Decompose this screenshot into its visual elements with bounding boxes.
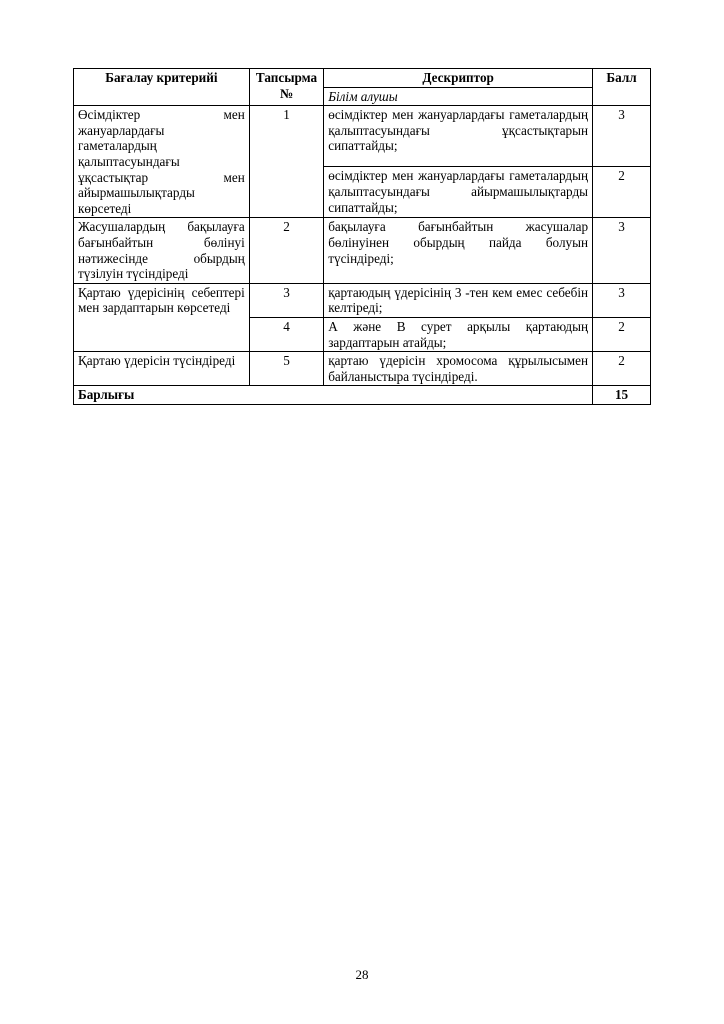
header-criteria: Бағалау критерийі	[74, 69, 250, 106]
descriptor-cell: қартаю үдерісін хромосома құрылысымен байланыстыра түсіндіреді.	[324, 352, 593, 386]
assessment-table	[73, 68, 651, 405]
descriptor-cell: өсімдіктер мен жануарлардағы гаметалардың қалыптасуындағы айырмашылықтарды сипаттайды;	[324, 167, 593, 218]
header-descriptor: Дескриптор	[324, 69, 593, 88]
task-cell: 5	[249, 352, 323, 386]
task-cell: 4	[249, 317, 323, 351]
page-number: 28	[355, 967, 369, 982]
score-cell: 2	[593, 352, 651, 386]
task-cell: 2	[249, 218, 323, 283]
score-cell: 2	[593, 317, 651, 351]
table-row	[74, 352, 651, 386]
descriptor-subheader: Білім алушы	[324, 87, 593, 106]
table-row	[74, 283, 651, 317]
score-cell: 2	[593, 167, 651, 218]
table-row	[74, 106, 651, 167]
criterion-cell: Жасушалардың бақылауға бағынбайтын бөлінуі нәтижесінде обырдың түзілуін түсіндіреді	[74, 218, 250, 283]
score-cell: 3	[593, 106, 651, 167]
table-row	[74, 218, 651, 283]
criterion-cell: Қартаю үдерісінің себептері мен зардаптарын көрсетеді	[74, 283, 250, 351]
header-row	[74, 69, 651, 88]
total-score: 15	[593, 386, 651, 405]
descriptor-cell: А және В сурет арқылы қартаюдың зардаптарын атайды;	[324, 317, 593, 351]
descriptor-cell: бақылауға бағынбайтын жасушалар бөлінуінен обырдың пайда болуын түсіндіреді;	[324, 218, 593, 283]
total-row	[74, 386, 651, 405]
header-score: Балл	[593, 69, 651, 106]
descriptor-cell: өсімдіктер мен жануарлардағы гаметалардың қалыптасуындағы ұқсастықтарын сипаттайды;	[324, 106, 593, 167]
score-cell: 3	[593, 218, 651, 283]
score-cell: 3	[593, 283, 651, 317]
descriptor-cell: қартаюдың үдерісінің 3 -тен кем емес себебін келтіреді;	[324, 283, 593, 317]
task-cell: 1	[249, 106, 323, 218]
task-cell: 3	[249, 283, 323, 317]
criterion-cell: Қартаю үдерісін түсіндіреді	[74, 352, 250, 386]
criterion-cell: Өсімдіктер мен жануарлардағы гаметалардың қалыптасуындағы ұқсастықтар мен айырмашылықтарды көрсетеді	[74, 106, 250, 218]
total-label: Барлығы	[74, 386, 593, 405]
header-task-no: Тапсырма №	[249, 69, 323, 106]
